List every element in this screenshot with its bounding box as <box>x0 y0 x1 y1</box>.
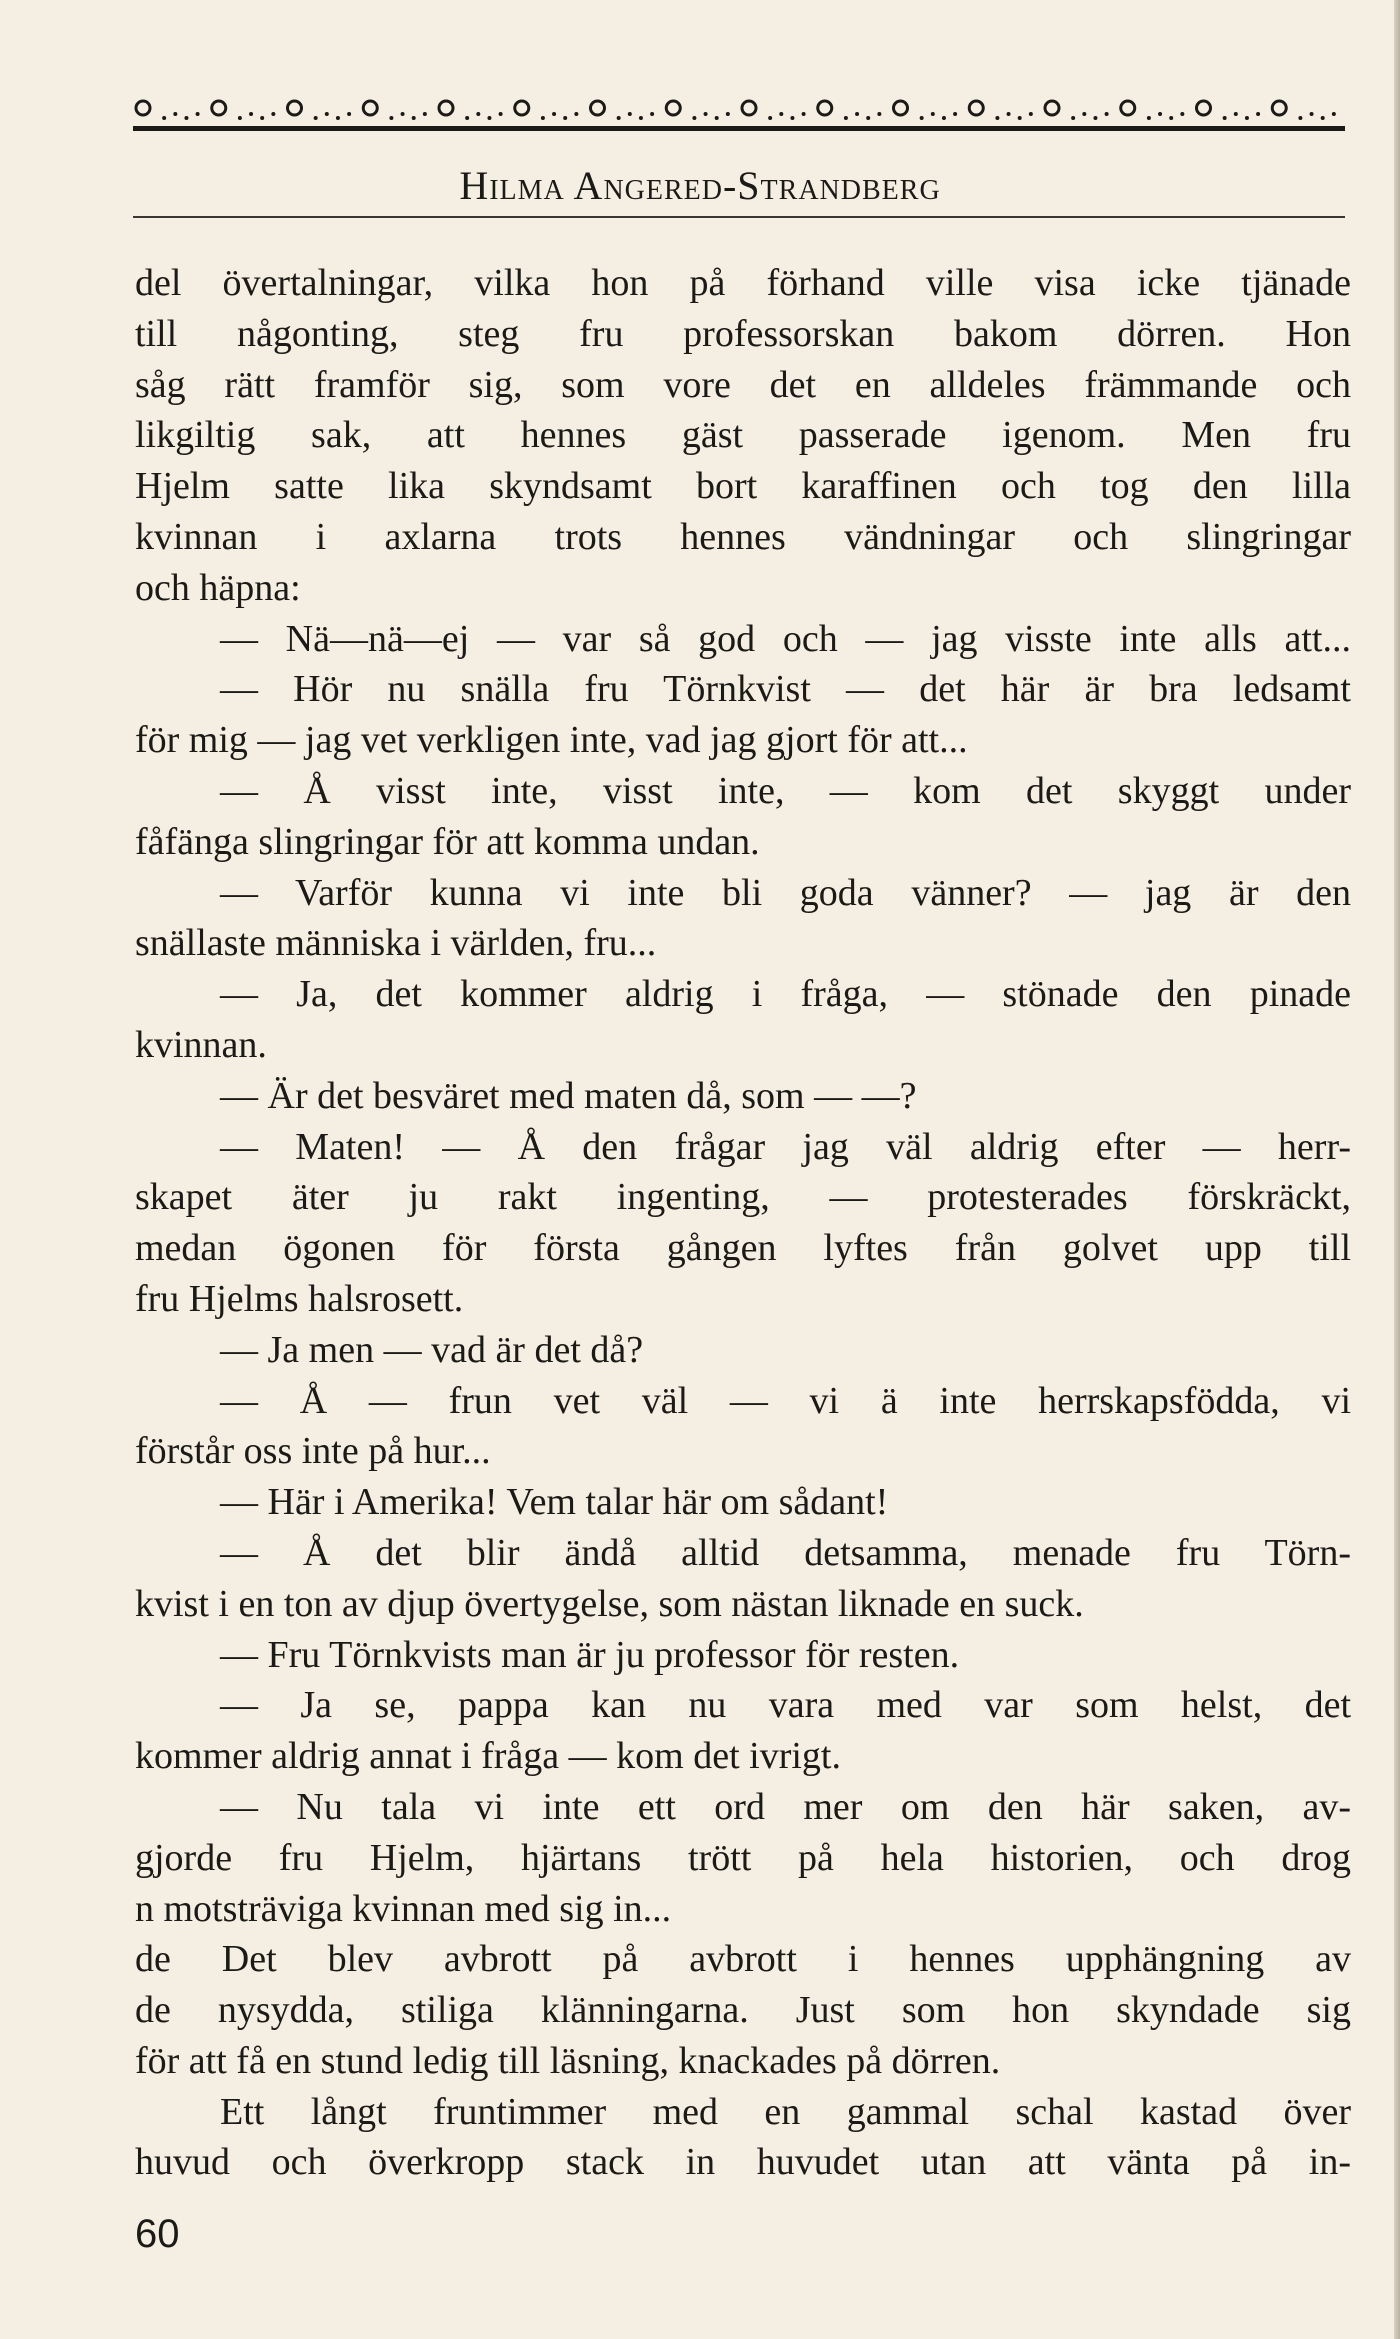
text-line: — Ja, det kommer aldrig i fråga, — stönade den pinade <box>220 973 1351 1016</box>
text-line: n motsträviga kvinnan med sig in... <box>135 1887 672 1930</box>
text-line: de Det blev avbrott på avbrott i hennes upphängning av <box>135 1938 1351 1981</box>
page-number: 60 <box>135 2212 180 2256</box>
text-line: Ett långt fruntimmer med en gammal schal kastad över <box>220 2090 1351 2133</box>
body-text <box>135 258 1351 2188</box>
text-line: Hjelm satte lika skyndsamt bort karaffinen och tog den lilla <box>135 465 1351 508</box>
text-line: fåfänga slingringar för att komma undan. <box>135 820 760 863</box>
page-edge <box>1394 0 1400 2339</box>
text-line: de nysydda, stiliga klänningarna. Just som hon skyndade sig <box>135 1989 1351 2032</box>
header-rule <box>133 216 1345 218</box>
text-line: likgiltig sak, att hennes gäst passerade igenom. Men fru <box>135 414 1351 457</box>
text-line: gjorde fru Hjelm, hjärtans trött på hela historien, och drog <box>135 1836 1351 1879</box>
text-line: — Å det blir ändå alltid detsamma, menade fru Törn- <box>220 1531 1351 1574</box>
text-line: — Här i Amerika! Vem talar här om sådant! <box>220 1481 889 1524</box>
text-line: snällaste människa i världen, fru... <box>135 922 657 965</box>
text-line: kommer aldrig annat i fråga — kom det ivrigt. <box>135 1735 841 1778</box>
text-line: — Är det besväret med maten då, som — —? <box>220 1074 917 1117</box>
text-line: för mig — jag vet verkligen inte, vad jag gjort för att... <box>135 719 968 762</box>
text-line: — Maten! — Å den frågar jag väl aldrig efter — herr- <box>220 1125 1351 1168</box>
text-line: — Hör nu snälla fru Törnkvist — det här är bra ledsamt <box>220 668 1351 711</box>
text-line: kvinnan i axlarna trots hennes vändningar och slingringar <box>135 515 1351 558</box>
text-line: fru Hjelms halsrosett. <box>135 1277 464 1320</box>
text-line: — Å — frun vet väl — vi ä inte herrskapsfödda, vi <box>220 1379 1351 1422</box>
text-line: kvist i en ton av djup övertygelse, som nästan liknade en suck. <box>135 1582 1084 1625</box>
text-line: skapet äter ju rakt ingenting, — protesterades förskräckt, <box>135 1176 1351 1219</box>
text-line: huvud och överkropp stack in huvudet utan att vänta på in- <box>135 2141 1351 2184</box>
text-line: — Varför kunna vi inte bli goda vänner? — jag är den <box>220 871 1351 914</box>
decorative-border <box>133 88 1345 134</box>
text-line: — Nu tala vi inte ett ord mer om den här saken, av- <box>220 1785 1351 1828</box>
text-line: och häpna: <box>135 566 301 609</box>
text-line: — Fru Törnkvists man är ju professor för resten. <box>220 1633 960 1676</box>
text-line: för att få en stund ledig till läsning, knackades på dörren. <box>135 2039 1001 2082</box>
text-line: — Nä—nä—ej — var så god och — jag visste inte alls att... <box>220 617 1351 660</box>
text-line: förstår oss inte på hur... <box>135 1430 491 1473</box>
text-line: — Ja se, pappa kan nu vara med var som helst, det <box>220 1684 1351 1727</box>
text-line: kvinnan. <box>135 1023 267 1066</box>
text-line: såg rätt framför sig, som vore det en alldeles främmande och <box>135 363 1351 406</box>
text-line: medan ögonen för första gången lyftes från golvet upp till <box>135 1227 1351 1270</box>
text-line: — Å visst inte, visst inte, — kom det skyggt under <box>220 769 1351 812</box>
text-line: till någonting, steg fru professorskan bakom dörren. Hon <box>135 312 1351 355</box>
text-line: del övertalningar, vilka hon på förhand ville visa icke tjänade <box>135 262 1351 304</box>
text-line: — Ja men — vad är det då? <box>220 1328 644 1371</box>
running-head: Hilma Angered-Strandberg <box>459 163 941 208</box>
